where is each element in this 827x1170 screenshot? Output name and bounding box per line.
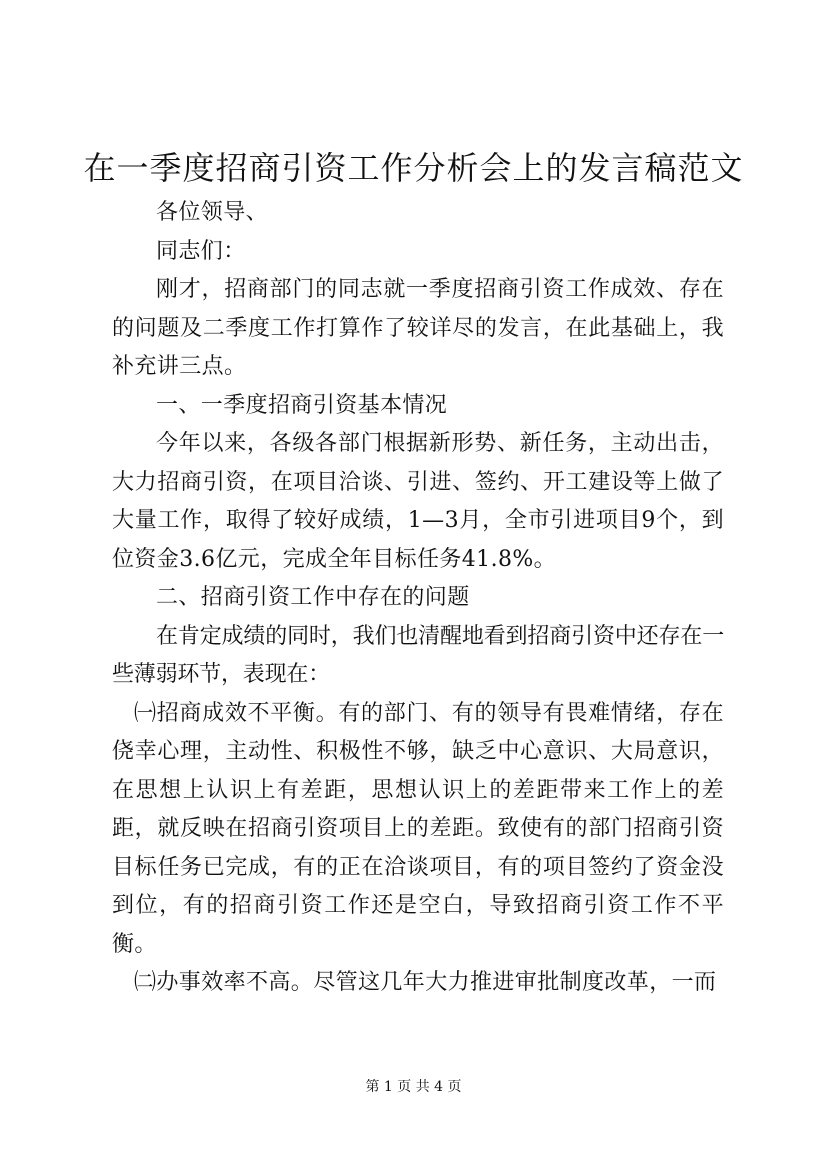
section-2-intro-paragraph: 在肯定成绩的同时，我们也清醒地看到招商引资中还存在一些薄弱环节，表现在：: [112, 623, 724, 687]
section-1-paragraph: 今年以来，各级各部门根据新形势、新任务，主动出击，大力招商引资，在项目洽谈、引进、签约、开工建设等上做了大量工作，取得了较好成绩，1—3月，全市引进项目9个，到位资金3.6亿元，完成全年目标任务41.8%。: [112, 431, 724, 572]
document-title: 在一季度招商引资工作分析会上的发言稿范文: [83, 149, 744, 187]
page-footer: 第 1 页 共 4 页: [365, 1079, 462, 1095]
issue-1-paragraph: ㈠招商成效不平衡。有的部门、有的领导有畏难情绪，存在侥幸心理，主动性、积极性不够，缺乏中心意识、大局意识，在思想上认识上有差距，思想认识上的差距带来工作上的差距，就反映在招商引资项目上的差距。致使有的部门招商引资目标任务已完成，有的正在洽谈项目，有的项目签约了资金没到位，有的招商引资工作还是空白，导致招商引资工作不平衡。: [112, 700, 724, 957]
section-heading-2: 二、招商引资工作中存在的问题: [156, 585, 470, 610]
salutation-leaders: 各位领导、: [156, 200, 269, 225]
document-body: [112, 194, 724, 1003]
section-heading-1: 一、一季度招商引资基本情况: [156, 392, 448, 418]
intro-paragraph: 刚才，招商部门的同志就一季度招商引资工作成效、存在的问题及二季度工作打算作了较详尽的发言，在此基础上，我补充讲三点。: [112, 277, 724, 379]
issue-2-paragraph: ㈡办事效率不高。尽管这几年大力推进审批制度改革，一而: [134, 970, 717, 995]
salutation-comrades: 同志们：: [156, 238, 246, 264]
